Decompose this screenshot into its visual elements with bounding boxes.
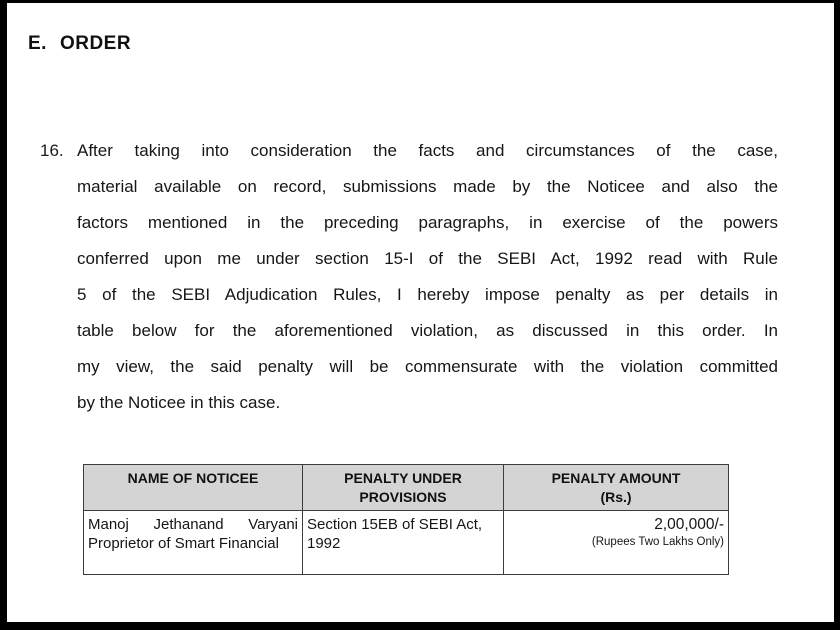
penalty-amount-words: (Rupees Two Lakhs Only) (591, 536, 724, 548)
noticee-name-line: Proprietor of Smart Financial (88, 535, 279, 552)
paragraph-line: 5 of the SEBI Adjudication Rules, I hereby impose penalty as per details in (77, 285, 778, 304)
paragraph-16 (40, 133, 778, 421)
header-provisions-line: PROVISIONS (359, 489, 447, 505)
cell-penalty-provision (303, 511, 504, 575)
penalty-amount-value: 2,00,000/- (654, 516, 724, 533)
paragraph-line: factors mentioned in the preceding paragraphs, in exercise of the powers (77, 213, 778, 232)
paragraph-line: table below for the aforementioned violation, as discussed in this order. In (77, 321, 778, 340)
table-header-row (84, 465, 729, 511)
header-amount-line: PENALTY AMOUNT (551, 470, 681, 486)
header-provisions-line: PENALTY UNDER (344, 470, 462, 486)
provision-line: 1992 (307, 535, 341, 552)
header-name-line: NAME OF NOTICEE (127, 470, 259, 486)
cell-penalty-amount (504, 511, 729, 575)
cell-noticee-name (84, 511, 303, 575)
section-heading-title: ORDER (59, 33, 132, 54)
paragraph-body (77, 133, 778, 421)
header-penalty-under-provisions (303, 465, 504, 511)
penalty-table-body (84, 511, 729, 575)
section-heading (28, 33, 131, 55)
paragraph-line: my view, the said penalty will be commensurate with the violation committed (77, 357, 778, 376)
provision-line: Section 15EB of SEBI Act, (307, 516, 483, 533)
penalty-table (83, 464, 729, 575)
table-row (84, 511, 729, 575)
paragraph-line: by the Noticee in this case. (77, 393, 281, 412)
paragraph-number: 16. (40, 141, 64, 160)
section-heading-number: E. (28, 33, 47, 54)
paragraph-line: material available on record, submissions made by the Noticee and also the (77, 177, 778, 196)
header-penalty-amount (504, 465, 729, 511)
paragraph-line: conferred upon me under section 15-I of the SEBI Act, 1992 read with Rule (77, 249, 778, 268)
penalty-table-header (84, 465, 729, 511)
noticee-name-line: Manoj Jethanand Varyani (88, 516, 298, 533)
header-amount-line: (Rs.) (600, 489, 632, 505)
header-name-of-noticee (84, 465, 303, 511)
paragraph-line: After taking into consideration the facts and circumstances of the case, (77, 141, 778, 160)
document-page (7, 3, 834, 622)
